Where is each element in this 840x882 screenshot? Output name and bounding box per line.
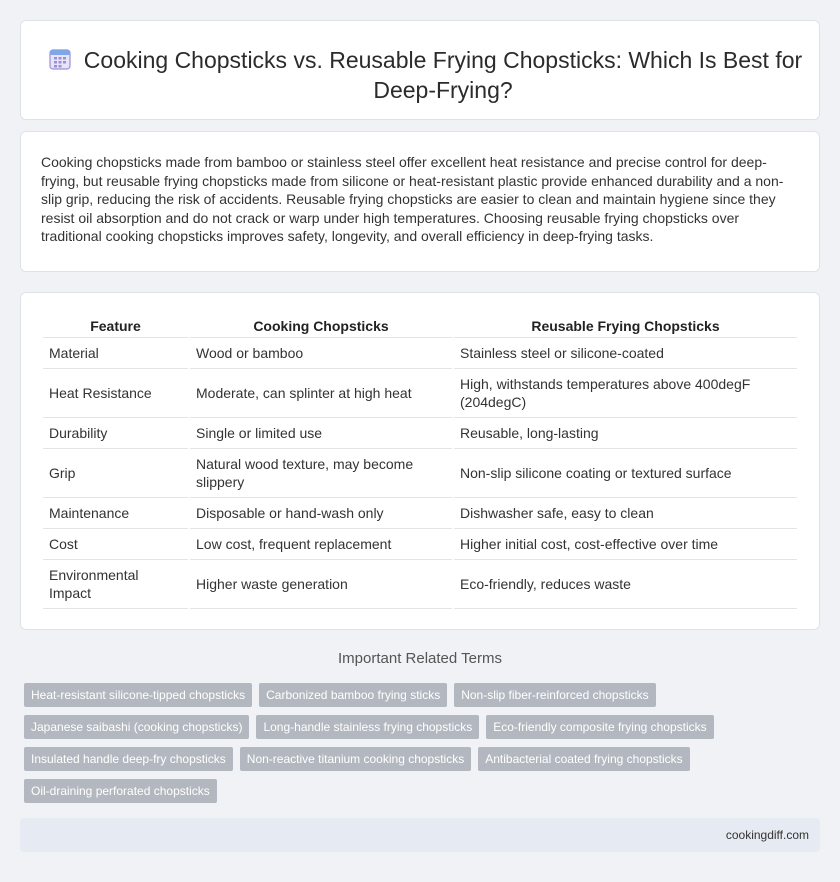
- related-term-tag[interactable]: Heat-resistant silicone-tipped chopsticks: [24, 683, 252, 707]
- footer-site-link[interactable]: cookingdiff.com: [725, 828, 809, 842]
- table-row: [43, 560, 797, 609]
- related-term-tag[interactable]: Japanese saibashi (cooking chopsticks): [24, 715, 249, 739]
- page-title: Cooking Chopsticks vs. Reusable Frying Chopsticks: Which Is Best for Deep-Frying?: [83, 47, 803, 103]
- feature-cell: Durability: [43, 418, 189, 449]
- comparison-table: [43, 313, 797, 609]
- table-row: [43, 529, 797, 560]
- table-row: [43, 418, 797, 449]
- reusable-cell: Non-slip silicone coating or textured surface: [453, 449, 797, 498]
- feature-cell: Cost: [43, 529, 189, 560]
- related-term-tag[interactable]: Oil-draining perforated chopsticks: [24, 779, 217, 803]
- reusable-cell: Eco-friendly, reduces waste: [453, 560, 797, 609]
- cooking-cell: Low cost, frequent replacement: [189, 529, 453, 560]
- cooking-cell: Moderate, can splinter at high heat: [189, 369, 453, 418]
- feature-cell: Maintenance: [43, 498, 189, 529]
- related-term-tag[interactable]: Long-handle stainless frying chopsticks: [256, 715, 479, 739]
- related-terms-heading: Important Related Terms: [338, 650, 502, 667]
- comparison-table-card: [20, 292, 820, 630]
- table-header-row: [43, 313, 797, 338]
- cooking-cell: Single or limited use: [189, 418, 453, 449]
- intro-paragraph: Cooking chopsticks made from bamboo or stainless steel offer excellent heat resistance and precise control for deep-frying, but reusable frying chopsticks made from silicone or heat-resistant plastic provide enhanced durability and a non-slip grip, reducing the risk of accidents. Reusable frying chopsticks are easier to clean and maintain hygiene since they resist oil absorption and do not crack or warp under high temperatures. Choosing reusable frying chopsticks over traditional cooking chopsticks improves safety, longevity, and overall efficiency in deep-frying tasks.: [41, 154, 784, 244]
- related-term-tag[interactable]: Eco-friendly composite frying chopsticks: [486, 715, 713, 739]
- reusable-cell: Higher initial cost, cost-effective over time: [453, 529, 797, 560]
- feature-cell: Environmental Impact: [43, 560, 189, 609]
- intro-card: [20, 131, 820, 272]
- related-term-tag[interactable]: Antibacterial coated frying chopsticks: [478, 747, 689, 771]
- related-term-tag[interactable]: Carbonized bamboo frying sticks: [259, 683, 447, 707]
- reusable-cell: High, withstands temperatures above 400degF (204degC): [453, 369, 797, 418]
- feature-cell: Heat Resistance: [43, 369, 189, 418]
- table-row: [43, 369, 797, 418]
- cooking-cell: Natural wood texture, may become slippery: [189, 449, 453, 498]
- related-term-tag[interactable]: Non-slip fiber-reinforced chopsticks: [454, 683, 655, 707]
- related-term-tag[interactable]: Insulated handle deep-fry chopsticks: [24, 747, 233, 771]
- table-row: [43, 498, 797, 529]
- header-reusable-frying-chopsticks: Reusable Frying Chopsticks: [453, 313, 797, 338]
- footer: [20, 818, 820, 852]
- header-cooking-chopsticks: Cooking Chopsticks: [189, 313, 453, 338]
- related-term-tag[interactable]: Non-reactive titanium cooking chopsticks: [240, 747, 471, 771]
- related-terms-list: [24, 683, 814, 803]
- cooking-cell: Wood or bamboo: [189, 338, 453, 369]
- feature-cell: Material: [43, 338, 189, 369]
- table-row: [43, 449, 797, 498]
- cooking-cell: Disposable or hand-wash only: [189, 498, 453, 529]
- calendar-grid-icon: [49, 48, 71, 70]
- table-row: [43, 338, 797, 369]
- cooking-cell: Higher waste generation: [189, 560, 453, 609]
- header-feature: Feature: [43, 313, 189, 338]
- reusable-cell: Dishwasher safe, easy to clean: [453, 498, 797, 529]
- reusable-cell: Reusable, long-lasting: [453, 418, 797, 449]
- title-card: [20, 20, 820, 120]
- feature-cell: Grip: [43, 449, 189, 498]
- reusable-cell: Stainless steel or silicone-coated: [453, 338, 797, 369]
